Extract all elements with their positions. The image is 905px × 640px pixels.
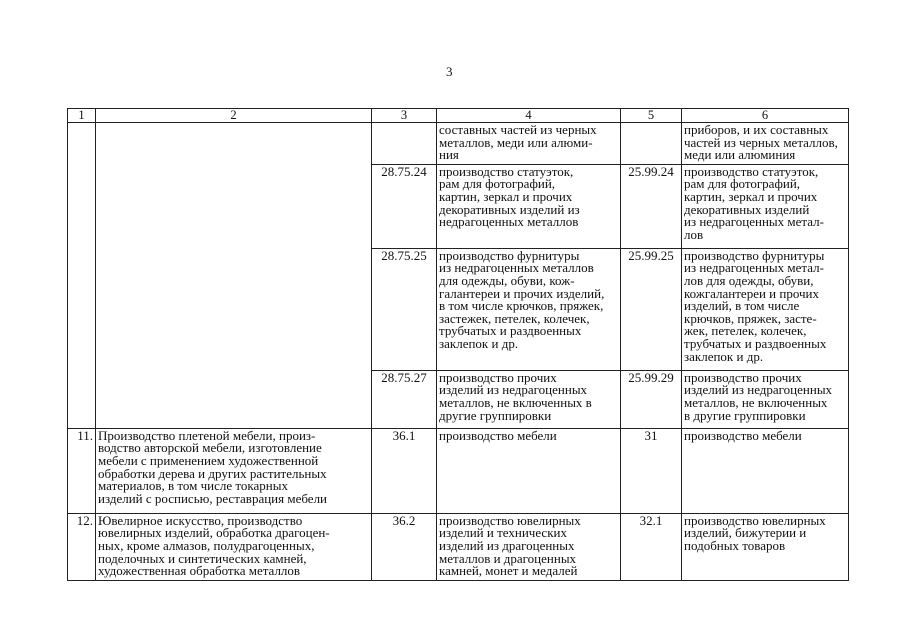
table-row: [68, 428, 849, 513]
activity-name: Производство плетеной мебели, произ- водство авторской мебели, изготовление мебели с применением художественной обработки дерева и других растительных материалов, в том числе токарных изделий с росписью, реставрация мебели: [96, 428, 372, 513]
okved2-code: [621, 123, 682, 165]
row-number: 11.: [68, 428, 96, 513]
okved-description: производство прочих изделий из недрагоценных металлов, не включенных в другие группировки: [437, 370, 621, 428]
col-header-6: 6: [682, 109, 849, 123]
row-number: 12.: [68, 513, 96, 580]
okved-code: 28.75.27: [372, 370, 437, 428]
table-row: [68, 123, 849, 165]
okved2-code: 25.99.25: [621, 248, 682, 370]
okved-description: производство мебели: [437, 428, 621, 513]
okved2-description: производство мебели: [682, 428, 849, 513]
col-header-3: 3: [372, 109, 437, 123]
okved-code: [372, 123, 437, 165]
okved2-code: 31: [621, 428, 682, 513]
okved-code: 36.2: [372, 513, 437, 580]
activity-name: Ювелирное искусство, производство ювелирных изделий, обработка драгоцен- ных, кроме алмазов, полудрагоценных, поделочных и синтетических камней, художественная обработка металлов: [96, 513, 372, 580]
okved-code: 28.75.24: [372, 164, 437, 248]
okved2-code: 25.99.29: [621, 370, 682, 428]
okved2-description: производство статуэток, рам для фотографий, картин, зеркал и прочих декоративных изделий из недрагоценных метал- лов: [682, 164, 849, 248]
col-header-2: 2: [96, 109, 372, 123]
column-number-row: [68, 109, 849, 123]
okved-code: 36.1: [372, 428, 437, 513]
okved2-code: 25.99.24: [621, 164, 682, 248]
table-row: [68, 513, 849, 580]
row-number: [68, 123, 96, 429]
okved2-description: производство прочих изделий из недрагоценных металлов, не включенных в другие группировки: [682, 370, 849, 428]
okved2-code: 32.1: [621, 513, 682, 580]
okved2-description: приборов, и их составных частей из черных металлов, меди или алюминия: [682, 123, 849, 165]
activity-codes-table: [67, 108, 849, 581]
okved2-description: производство фурнитуры из недрагоценных метал- лов для одежды, обуви, кожгалантереи и прочих изделий, в том числе крючков, пряжек, застe- жек, петелек, колечек, трубчатых и раздвоенных заклепок и др.: [682, 248, 849, 370]
okved-description: производство ювелирных изделий и технических изделий из драгоценных металлов и драгоценных камней, монет и медалей: [437, 513, 621, 580]
okved-code: 28.75.25: [372, 248, 437, 370]
activity-name: [96, 123, 372, 429]
okved2-description: производство ювелирных изделий, бижутерии и подобных товаров: [682, 513, 849, 580]
col-header-5: 5: [621, 109, 682, 123]
col-header-1: 1: [68, 109, 96, 123]
page-number: 3: [446, 64, 453, 79]
okved-description: производство фурнитуры из недрагоценных металлов для одежды, обуви, кож- галантереи и прочих изделий, в том числе крючков, пряжек, застежек, петелек, колечек, трубчатых и раздвоенных заклепок и др.: [437, 248, 621, 370]
okved-description: производство статуэток, рам для фотографий, картин, зеркал и прочих декоративных изделий из недрагоценных металлов: [437, 164, 621, 248]
okved-description: составных частей из черных металлов, меди или алюми- ния: [437, 123, 621, 165]
col-header-4: 4: [437, 109, 621, 123]
